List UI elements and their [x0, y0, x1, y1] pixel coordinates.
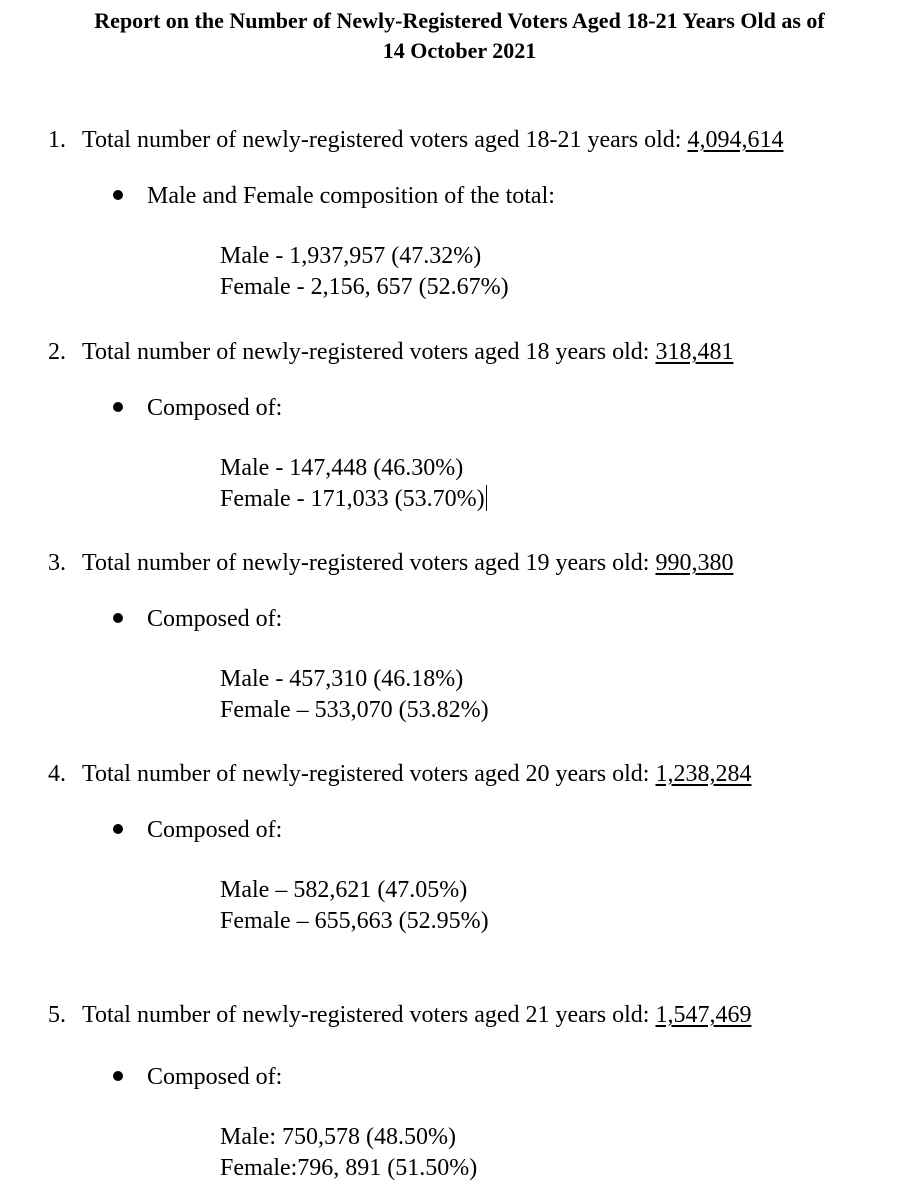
report-title-line-1: Report on the Number of Newly-Registered Voters Aged 18-21 Years Old as of — [94, 8, 825, 33]
item-bullet — [113, 815, 282, 845]
item-number: 5. — [48, 1002, 66, 1028]
female-count: Female - 2,156, 657 (52.67%) — [220, 274, 509, 300]
gender-breakdown — [220, 241, 509, 303]
item-total-line — [48, 759, 751, 789]
report-title — [0, 6, 919, 66]
gender-breakdown — [220, 875, 489, 937]
bullet-icon — [113, 613, 123, 623]
item-total-line — [48, 337, 733, 367]
item-bullet — [113, 181, 555, 211]
item-total-value: 990,380 — [655, 550, 734, 576]
female-count: Female – 533,070 (53.82%) — [220, 697, 489, 723]
item-total-value: 1,238,284 — [655, 761, 752, 787]
text-cursor — [486, 485, 487, 511]
item-total-label: Total number of newly-registered voters aged 20 years old: — [82, 761, 656, 787]
bullet-icon — [113, 824, 123, 834]
item-total-label: Total number of newly-registered voters aged 19 years old: — [82, 550, 656, 576]
item-total-value: 318,481 — [655, 339, 734, 365]
item-bullet-text: Composed of: — [147, 817, 283, 843]
item-number: 4. — [48, 761, 66, 787]
male-count: Male - 1,937,957 (47.32%) — [220, 243, 482, 269]
male-count: Male - 457,310 (46.18%) — [220, 666, 464, 692]
gender-breakdown — [220, 664, 489, 726]
item-bullet — [113, 604, 282, 634]
item-total-line — [48, 548, 733, 578]
male-count: Male – 582,621 (47.05%) — [220, 877, 468, 903]
male-count: Male: 750,578 (48.50%) — [220, 1124, 456, 1150]
item-number: 2. — [48, 339, 66, 365]
item-total-label: Total number of newly-registered voters aged 18-21 years old: — [82, 127, 688, 153]
gender-breakdown — [220, 453, 487, 515]
item-number: 3. — [48, 550, 66, 576]
item-bullet — [113, 393, 282, 423]
male-count: Male - 147,448 (46.30%) — [220, 455, 464, 481]
item-bullet-text: Composed of: — [147, 606, 283, 632]
item-bullet — [113, 1062, 282, 1092]
item-total-value: 4,094,614 — [687, 127, 784, 153]
item-bullet-text: Composed of: — [147, 395, 283, 421]
item-total-line — [48, 125, 783, 155]
bullet-icon — [113, 1071, 123, 1081]
female-count: Female:796, 891 (51.50%) — [220, 1155, 478, 1181]
female-count-row — [220, 484, 487, 515]
item-bullet-text: Composed of: — [147, 1064, 283, 1090]
gender-breakdown — [220, 1122, 477, 1184]
female-count: Female – 655,663 (52.95%) — [220, 908, 489, 934]
item-total-label: Total number of newly-registered voters aged 18 years old: — [82, 339, 656, 365]
item-bullet-text: Male and Female composition of the total: — [147, 183, 555, 209]
item-number: 1. — [48, 127, 66, 153]
bullet-icon — [113, 402, 123, 412]
female-count: Female - 171,033 (53.70%) — [220, 486, 485, 512]
report-title-line-2: 14 October 2021 — [382, 38, 537, 63]
bullet-icon — [113, 190, 123, 200]
item-total-line — [48, 1000, 751, 1030]
item-total-value: 1,547,469 — [655, 1002, 752, 1028]
item-total-label: Total number of newly-registered voters aged 21 years old: — [82, 1002, 656, 1028]
